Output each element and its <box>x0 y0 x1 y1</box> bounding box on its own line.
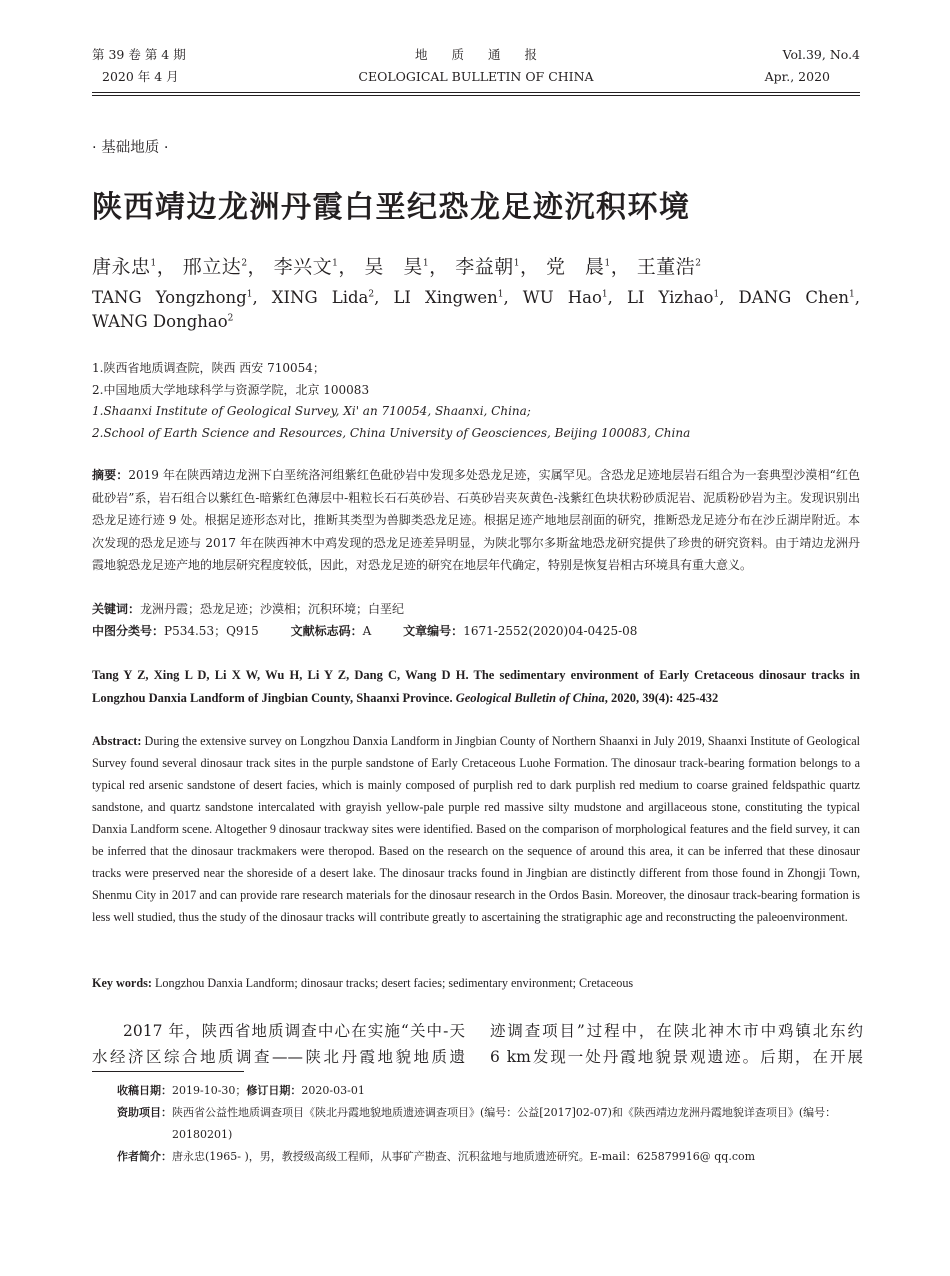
header-volume-en: Vol.39, No.4 Apr., 2020 <box>764 47 860 84</box>
header-rule-top <box>92 92 860 93</box>
abstract-en-label: Abstract: <box>92 734 142 748</box>
footnote-author-bio: 作者简介： 唐永忠(1965- )，男，教授级高级工程师，从事矿产勘查、沉积盆地与地质遗迹研究。E-mail：625879916@ qq.com <box>117 1150 756 1163</box>
footnote-dates: 收稿日期： 2019-10-30； 修订日期： 2020-03-01 <box>117 1084 365 1097</box>
section-tag: · 基础地质 · <box>92 140 169 156</box>
body-column-right: 迹调查项目”过程中，在陕北神木市中鸡镇北东约 6 km发现一处丹霞地貌景观遗迹。后期，在开展 <box>490 1022 863 1066</box>
classification-cn: 中图分类号：P534.53；Q915 文献标志码：A 文章编号：1671-2552(2020)04-0425-08 <box>92 624 638 638</box>
authors-en-line2: WANG Donghao$^2$ <box>92 312 234 331</box>
running-header <box>92 44 860 88</box>
abstract-cn <box>92 464 860 577</box>
citation: Tang Y Z, Xing L D, Li X W, Wu H, Li Y Z, Dang C, Wang D H. The sedimentary environment of Early Cretaceous dinosaur tracks in Longzhou Danxia Landform of Jingbian County, Shaanxi Province. Geological Bulletin of China, 2020, 39(4): 425-432 <box>92 668 860 705</box>
footnote-rule <box>92 1071 244 1072</box>
header-volume-issue: 第 39 卷 第 4 期 2020 年 4 月 <box>92 47 186 84</box>
abstract-en-text: During the extensive survey on Longzhou Danxia Landform in Jingbian County of Northern Shaanxi in July 2019, Shaanxi Institute of Geological Survey found several dinosaur track sites in the purple sandstone of Early Cretaceous Luohe Formation. The dinosaur track-bearing formation belongs to a typical red arsenic sandstone of desert facies, which is mainly composed of purplish red to dark purplish red medium to coarse grained feldspathic quartz sandstone, and quartz sandstone intercalated with grayish yellow-pale purple red massive silty mudstone and argillaceous stone, constituting the typical Danxia Landform scene. Altogether 9 dinosaur trackway sites were identified. Based on the comparison of morphological features and the field survey, it can be inferred that the dinosaur trackmakers were theropod. Based on the research on the sequence of around this area, it can be inferred that these dinosaur tracks were preserved near the shoreside of a desert lake. The dinosaur tracks found in Jingbian are distinctly different from those found in Zhongji Town, Shenmu City in 2017 and can provide rare research materials for the dinosaur research in the Ordos Basin. Moreover, the dinosaur track-bearing formation is less well studied, thus the study of the dinosaur tracks will contribute greatly to ascertaining the stratigraphic age and reconstructing the paleoenvironment. <box>92 734 860 924</box>
body-column-left: 2017 年，陕西省地质调查中心在实施“关中-天 水经济区综合地质调查——陕北丹霞地貌地质遗 <box>92 1022 465 1066</box>
affiliations <box>92 358 690 444</box>
authors-en: TANG Yongzhong$^1$, XING Lida$^2$, LI Xingwen$^1$, WU Hao$^1$, LI Yizhao$^1$, DANG Chen$^1$, <box>92 288 861 307</box>
abstract-cn-label: 摘要： <box>92 468 129 482</box>
page-title: 陕西靖边龙洲丹霞白垩纪恐龙足迹沉积环境 <box>92 190 691 225</box>
abstract-en <box>92 730 860 928</box>
header-rule-bottom <box>92 95 860 96</box>
affiliation-cn-1: 1.陕西省地质调查院，陕西 西安 710054； <box>92 361 325 375</box>
affiliation-en-2: 2.School of Earth Science and Resources, China University of Geosciences, Beijing 100083, China <box>92 425 691 440</box>
keywords-cn: 关键词：龙洲丹霞；恐龙足迹；沙漠相；沉积环境；白垩纪 <box>92 602 405 616</box>
footnote-funding: 资助项目： 陕西省公益性地质调查项目《陕北丹霞地貌地质遗迹调查项目》(编号：公益[2017]02-07)和《陕西靖边龙洲丹霞地貌详查项目》(编号：20180201) <box>117 1106 837 1141</box>
affiliation-cn-2: 2.中国地质大学地球科学与资源学院，北京 100083 <box>92 382 370 397</box>
keywords-en: Key words: Longzhou Danxia Landform; dinosaur tracks; desert facies; sedimentary environment; Cretaceous <box>92 976 634 990</box>
authors-cn: 唐永忠$^1$， 邢立达$^2$， 李兴文$^1$， 吴 昊$^1$， 李益朝$^1$， 党 晨$^1$， 王董浩$^2$ <box>92 256 702 278</box>
abstract-cn-text: 2019 年在陕西靖边龙洲下白垩统洛河组紫红色砒砂岩中发现多处恐龙足迹，实属罕见。含恐龙足迹地层岩石组合为一套典型沙漠相“红色砒砂岩”系，岩石组合以紫红色-暗紫红色薄层中-粗粒长石石英砂岩、石英砂岩夹灰黄色-浅紫红色块状粉砂质泥岩、泥质粉砂岩为主。发现识别出恐龙足迹行迹 9 处。根据足迹形态对比，推断其类型为兽脚类恐龙足迹。根据足迹产地地层剖面的研究，推断恐龙足迹分布在沙丘湖岸附近。本次发现的恐龙足迹与 2017 年在陕西神木中鸡发现的恐龙足迹差异明显，为陕北鄂尔多斯盆地恐龙研究提供了珍贵的研究资料。由于靖边龙洲丹霞地貌恐龙足迹产地的地层研究程度较低，因此，对恐龙足迹的研究在地层年代确定，特别是恢复岩相古环境具有重大意义。 <box>92 468 860 572</box>
header-journal-name: 地 质 通 报 CEOLOGICAL BULLETIN OF CHINA <box>358 47 594 84</box>
footnotes <box>117 1080 862 1168</box>
affiliation-en-1: 1.Shaanxi Institute of Geological Survey, Xi' an 710054, Shaanxi, China; <box>92 404 531 418</box>
